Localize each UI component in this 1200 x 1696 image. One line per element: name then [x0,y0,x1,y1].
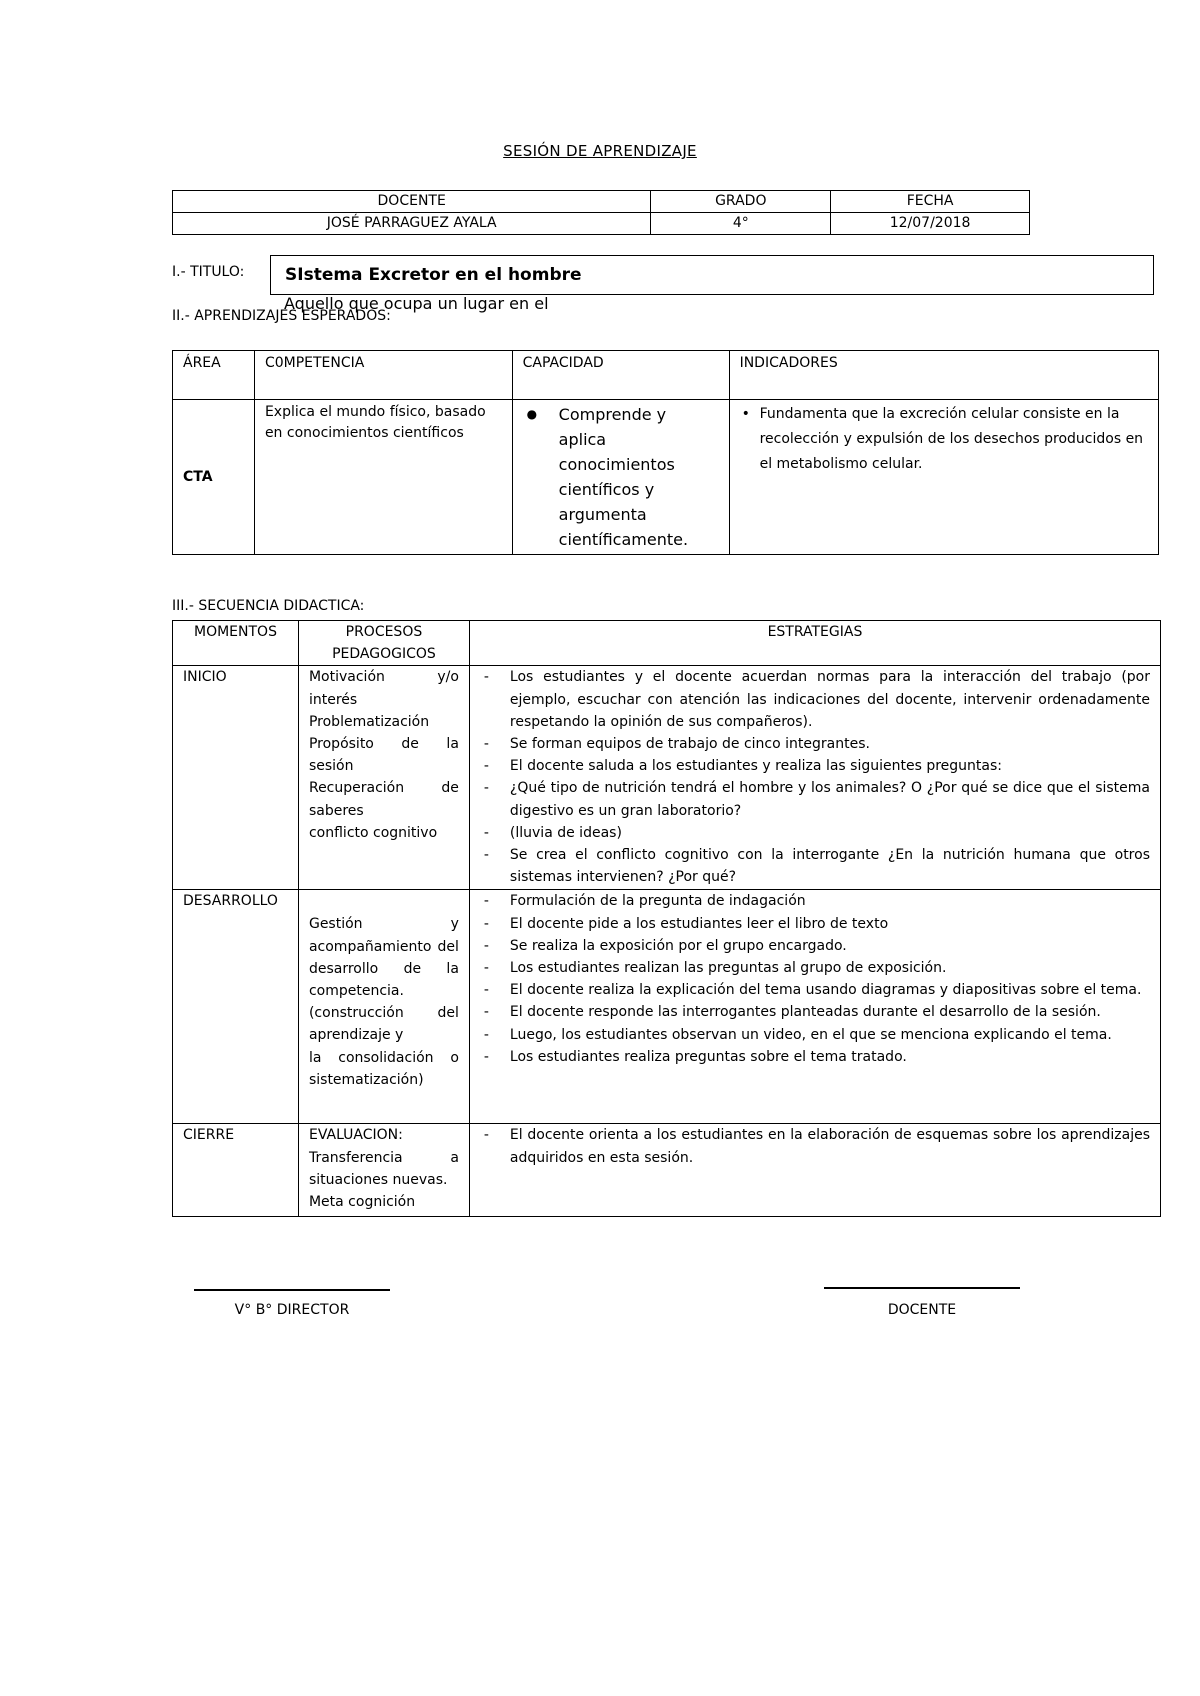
indicador-value: • Fundamenta que la excreción celular consiste en la recolección y expulsión de los desechos producidos en el metabolismo celular. [740,402,1148,477]
secuencia-table [172,620,1161,1217]
aprendizajes-table [172,350,1159,555]
aprendizajes-row [173,400,1159,555]
cierre-row [173,1124,1161,1217]
proceso-item: Transferencia a situaciones nuevas. [308,1149,459,1188]
secuencia-label: III.- SECUENCIA DIDACTICA: [172,598,365,614]
momento-cierre: CIERRE [173,1124,299,1217]
estrategias-desarrollo [469,890,1160,1124]
procesos-desarrollo [298,890,469,1124]
desarrollo-row [173,890,1161,1124]
col-area: ÁREA [173,351,255,400]
docente-name: JOSÉ PARRAGUEZ AYALA [173,213,651,235]
proceso-item: Propósito de la sesión [308,736,459,775]
estrategias-inicio [469,666,1160,890]
col-indicadores: INDICADORES [729,351,1158,400]
estrategia-item: - Luego, los estudiantes observan un video, en el que se menciona explicando el tema. [480,1024,1150,1046]
estrategia-item: - Formulación de la pregunta de indagación [480,890,1150,912]
capacidad-list [523,402,719,552]
header-col-grado: GRADO [651,191,831,213]
proceso-item: (construcción del aprendizaje y [308,1005,459,1044]
proceso-item: Motivación y/o interés [308,669,459,708]
estrategias-inicio-list [480,666,1150,888]
docente-signature-line [824,1287,1020,1289]
proceso-item: Gestión y acompañamiento del desarrollo de la competencia. [308,916,459,1000]
proceso-item: Problematización [308,713,430,730]
momento-desarrollo: DESARROLLO [173,890,299,1124]
estrategias-cierre-list [480,1124,1150,1168]
estrategia-item: - El docente realiza la explicación del tema usando diagramas y diapositivas sobre el tema. [480,979,1150,1001]
estrategias-desarrollo-list [480,890,1150,1068]
aprendizajes-header-row [173,351,1159,400]
proceso-item: la consolidación o sistematización) [308,1049,459,1088]
proceso-item: conflicto cognitivo [308,824,438,841]
titulo-box: SIstema Excretor en el hombre [270,255,1154,295]
overlap-text: Aquello que ocupa un lugar en el [284,294,549,313]
fecha-value: 12/07/2018 [831,213,1030,235]
director-signature-line [194,1289,390,1291]
estrategia-item: - El docente saluda a los estudiantes y realiza las siguientes preguntas: [480,755,1150,777]
header-row [173,191,1030,213]
estrategias-cierre [469,1124,1160,1217]
col-momentos: MOMENTOS [173,621,299,666]
estrategia-item: - Los estudiantes realizan las preguntas al grupo de exposición. [480,957,1150,979]
grado-value: 4° [651,213,831,235]
estrategia-item: - ¿Qué tipo de nutrición tendrá el hombre y los animales? O ¿Por qué se dice que el sistema digestivo es un gran laboratorio? [480,777,1150,821]
col-estrategias: ESTRATEGIAS [469,621,1160,666]
estrategia-item: - El docente responde las interrogantes planteadas durante el desarrollo de la sesión. [480,1001,1150,1023]
proceso-item: EVALUACION: [308,1127,403,1144]
estrategia-item: - Los estudiantes y el docente acuerdan normas para la interacción del trabajo (por ejemplo, escuchar con atención las indicaciones del docente, intervenir ordenadamente respetando la opinión de sus compañeros). [480,666,1150,733]
momento-inicio: INICIO [173,666,299,890]
proceso-item: Recuperación de saberes [308,780,459,819]
director-label: V° B° DIRECTOR [234,1302,350,1318]
aprendizajes-label: II.- APRENDIZAJES ESPERADOS: [172,308,391,324]
estrategia-item: - Se forman equipos de trabajo de cinco integrantes. [480,733,1150,755]
header-table [172,190,1030,235]
docente-label: DOCENTE [887,1302,957,1318]
area-value: CTA [173,400,255,555]
estrategia-item: - El docente orienta a los estudiantes en la elaboración de esquemas sobre los aprendizajes adquiridos en esta sesión. [480,1124,1150,1168]
header-col-fecha: FECHA [831,191,1030,213]
capacidad-cell [512,400,729,555]
header-col-docente: DOCENTE [173,191,651,213]
estrategia-item: - Se realiza la exposición por el grupo encargado. [480,935,1150,957]
proceso-item: Meta cognición [308,1194,416,1211]
indicadores-list [740,402,1148,477]
competencia-value: Explica el mundo físico, basado en conocimientos científicos [254,400,512,555]
procesos-cierre [298,1124,469,1217]
titulo-label: I.- TITULO: [172,264,245,280]
col-procesos: PROCESOS PEDAGOGICOS [298,621,469,666]
col-competencia: C0MPETENCIA [254,351,512,400]
col-capacidad: CAPACIDAD [512,351,729,400]
document-title: SESIÓN DE APRENDIZAJE [503,142,697,160]
estrategia-item: - Los estudiantes realiza preguntas sobre el tema tratado. [480,1046,1150,1068]
capacidad-value: ● Comprende y aplica conocimientos científicos y argumenta científicamente. [523,402,719,552]
header-values-row [173,213,1030,235]
estrategia-item: - Se crea el conflicto cognitivo con la interrogante ¿En la nutrición humana que otros sistemas intervienen? ¿Por qué? [480,844,1150,888]
secuencia-header-row [173,621,1161,666]
procesos-inicio [298,666,469,890]
indicadores-cell [729,400,1158,555]
estrategia-item: - El docente pide a los estudiantes leer el libro de texto [480,913,1150,935]
inicio-row [173,666,1161,890]
estrategia-item: - (lluvia de ideas) [480,822,1150,844]
